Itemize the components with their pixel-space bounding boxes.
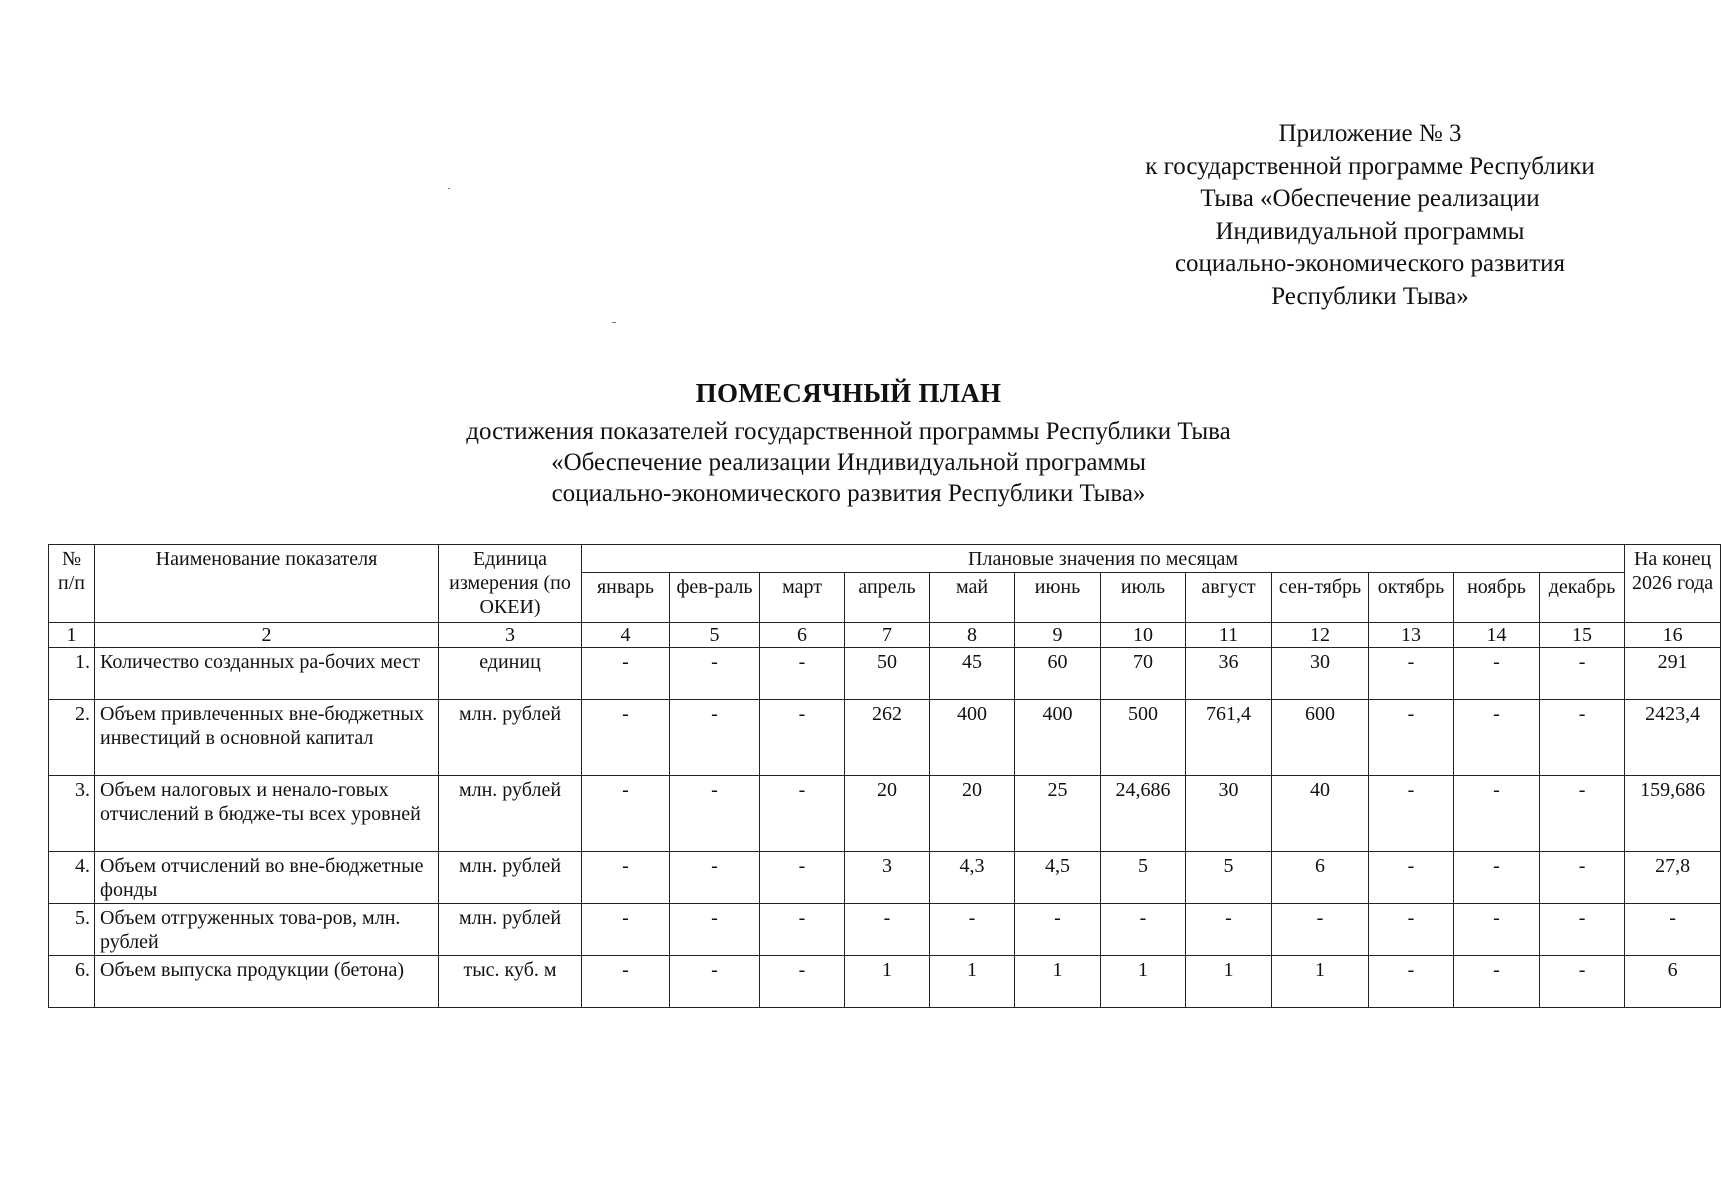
row-month-value: 4,5 [1015, 852, 1101, 904]
row-name: Объем выпуска продукции (бетона) [95, 956, 439, 1008]
row-month-value: 20 [845, 776, 930, 852]
appendix-line: Индивидуальной программы [1215, 217, 1525, 245]
header-month: декабрь [1540, 573, 1625, 623]
row-name: Объем отчислений во вне-бюджетные фонды [95, 852, 439, 904]
row-unit: млн. рублей [439, 852, 582, 904]
row-month-value: 50 [845, 648, 930, 700]
column-number: 16 [1625, 623, 1721, 648]
subtitle-line: социально-экономического развития Республики Тыва» [551, 480, 1146, 507]
header-month: январь [582, 573, 670, 623]
row-num: 4. [49, 852, 95, 904]
subtitle-line: «Обеспечение реализации Индивидуальной программы [551, 449, 1146, 476]
row-month-value: 70 [1101, 648, 1186, 700]
row-month-value: - [670, 904, 760, 956]
row-month-value: 761,4 [1186, 700, 1272, 776]
header-month: ноябрь [1454, 573, 1540, 623]
row-month-value: 1 [1101, 956, 1186, 1008]
row-month-value: - [582, 956, 670, 1008]
row-month-value: - [1540, 956, 1625, 1008]
row-month-value: 5 [1101, 852, 1186, 904]
document-subtitle [0, 416, 1697, 509]
appendix-block [1090, 118, 1650, 313]
row-month-value: - [582, 700, 670, 776]
row-total: 27,8 [1625, 852, 1721, 904]
row-month-value: 1 [1272, 956, 1369, 1008]
row-month-value: 36 [1186, 648, 1272, 700]
row-name: Количество созданных ра-бочих мест [95, 648, 439, 700]
row-num: 2. [49, 700, 95, 776]
row-month-value: 500 [1101, 700, 1186, 776]
row-month-value: - [1540, 776, 1625, 852]
column-number: 13 [1369, 623, 1454, 648]
row-unit: млн. рублей [439, 776, 582, 852]
row-unit: единиц [439, 648, 582, 700]
row-month-value: 600 [1272, 700, 1369, 776]
row-month-value: - [1454, 700, 1540, 776]
row-total: 159,686 [1625, 776, 1721, 852]
row-total: - [1625, 904, 1721, 956]
row-unit: млн. рублей [439, 700, 582, 776]
header-name: Наименование показателя [95, 545, 439, 623]
row-month-value: 1 [1015, 956, 1101, 1008]
header-month: август [1186, 573, 1272, 623]
row-month-value: 60 [1015, 648, 1101, 700]
row-month-value: 45 [930, 648, 1015, 700]
column-number: 8 [930, 623, 1015, 648]
column-number: 11 [1186, 623, 1272, 648]
header-month: апрель [845, 573, 930, 623]
appendix-line: социально-экономического развития [1174, 250, 1566, 277]
column-number: 9 [1015, 623, 1101, 648]
row-month-value: 6 [1272, 852, 1369, 904]
column-number-row [49, 623, 1721, 648]
table-row [49, 776, 1721, 852]
column-number: 1 [49, 623, 95, 648]
column-number: 2 [95, 623, 439, 648]
scan-speck [612, 322, 616, 323]
table-row [49, 648, 1721, 700]
header-month: июль [1101, 573, 1186, 623]
scan-speck [448, 188, 450, 189]
table-header-row [49, 545, 1721, 573]
row-month-value: 30 [1272, 648, 1369, 700]
row-month-value: - [1454, 904, 1540, 956]
document-title: ПОМЕСЯЧНЫЙ ПЛАН [695, 378, 1002, 408]
row-month-value: 1 [845, 956, 930, 1008]
row-month-value: - [1186, 904, 1272, 956]
appendix-line: Тыва «Обеспечение реализации [1200, 185, 1540, 212]
row-total: 2423,4 [1625, 700, 1721, 776]
row-month-value: 20 [930, 776, 1015, 852]
column-number: 5 [670, 623, 760, 648]
row-month-value: 25 [1015, 776, 1101, 852]
header-month: октябрь [1369, 573, 1454, 623]
column-number: 10 [1101, 623, 1186, 648]
row-month-value: - [1369, 776, 1454, 852]
row-total: 291 [1625, 648, 1721, 700]
row-month-value: - [1454, 852, 1540, 904]
row-month-value: - [1540, 700, 1625, 776]
header-end: На конец 2026 года [1625, 545, 1721, 623]
row-month-value: - [760, 700, 845, 776]
row-month-value: - [1272, 904, 1369, 956]
row-month-value: - [1454, 648, 1540, 700]
row-month-value: - [1369, 648, 1454, 700]
row-month-value: - [1540, 852, 1625, 904]
row-unit: тыс. куб. м [439, 956, 582, 1008]
monthly-plan-table [48, 544, 1721, 1008]
header-unit: Единица измерения (по ОКЕИ) [439, 545, 582, 623]
column-number: 6 [760, 623, 845, 648]
row-month-value: - [670, 852, 760, 904]
row-name: Объем налоговых и ненало-говых отчислений в бюдже-ты всех уровней [95, 776, 439, 852]
row-month-value: - [760, 648, 845, 700]
table-row [49, 904, 1721, 956]
row-month-value: - [670, 776, 760, 852]
row-num: 3. [49, 776, 95, 852]
row-month-value: - [1369, 700, 1454, 776]
column-number: 7 [845, 623, 930, 648]
row-month-value: - [670, 648, 760, 700]
column-number: 3 [439, 623, 582, 648]
header-num: № п/п [49, 545, 95, 623]
row-month-value: - [760, 852, 845, 904]
table-row [49, 700, 1721, 776]
row-month-value: - [1540, 648, 1625, 700]
row-month-value: - [1369, 852, 1454, 904]
row-month-value: 1 [1186, 956, 1272, 1008]
row-month-value: - [1015, 904, 1101, 956]
row-month-value: - [760, 904, 845, 956]
row-name: Объем отгруженных това-ров, млн. рублей [95, 904, 439, 956]
column-number: 12 [1272, 623, 1369, 648]
row-month-value: 24,686 [1101, 776, 1186, 852]
header-plan: Плановые значения по месяцам [582, 545, 1625, 573]
row-name: Объем привлеченных вне-бюджетных инвестиций в основной капитал [95, 700, 439, 776]
header-month: июнь [1015, 573, 1101, 623]
row-num: 5. [49, 904, 95, 956]
row-month-value: - [1369, 904, 1454, 956]
appendix-line: к государственной программе Республики [1145, 152, 1595, 180]
row-month-value: - [582, 648, 670, 700]
header-month: сен-тябрь [1272, 573, 1369, 623]
row-month-value: 40 [1272, 776, 1369, 852]
row-month-value: - [760, 956, 845, 1008]
row-month-value: 4,3 [930, 852, 1015, 904]
subtitle-line: достижения показателей государственной программы Республики Тыва [466, 418, 1231, 445]
row-month-value: - [760, 776, 845, 852]
row-month-value: 262 [845, 700, 930, 776]
row-num: 1. [49, 648, 95, 700]
appendix-line: Республики Тыва» [1271, 282, 1469, 310]
row-month-value: - [845, 904, 930, 956]
header-month: март [760, 573, 845, 623]
row-month-value: 30 [1186, 776, 1272, 852]
row-num: 6. [49, 956, 95, 1008]
row-month-value: - [1369, 956, 1454, 1008]
column-number: 4 [582, 623, 670, 648]
row-month-value: - [1454, 956, 1540, 1008]
row-month-value: 400 [1015, 700, 1101, 776]
table-row [49, 852, 1721, 904]
row-month-value: - [930, 904, 1015, 956]
row-month-value: - [582, 904, 670, 956]
row-month-value: - [670, 956, 760, 1008]
table-row [49, 956, 1721, 1008]
row-month-value: - [582, 852, 670, 904]
row-month-value: 400 [930, 700, 1015, 776]
row-month-value: 5 [1186, 852, 1272, 904]
row-month-value: 1 [930, 956, 1015, 1008]
header-month: фев-раль [670, 573, 760, 623]
row-unit: млн. рублей [439, 904, 582, 956]
column-number: 14 [1454, 623, 1540, 648]
appendix-line: Приложение № 3 [1278, 120, 1462, 147]
column-number: 15 [1540, 623, 1625, 648]
row-month-value: - [1540, 904, 1625, 956]
row-month-value: - [1454, 776, 1540, 852]
header-month: май [930, 573, 1015, 623]
row-month-value: - [1101, 904, 1186, 956]
row-total: 6 [1625, 956, 1721, 1008]
row-month-value: 3 [845, 852, 930, 904]
row-month-value: - [582, 776, 670, 852]
row-month-value: - [670, 700, 760, 776]
